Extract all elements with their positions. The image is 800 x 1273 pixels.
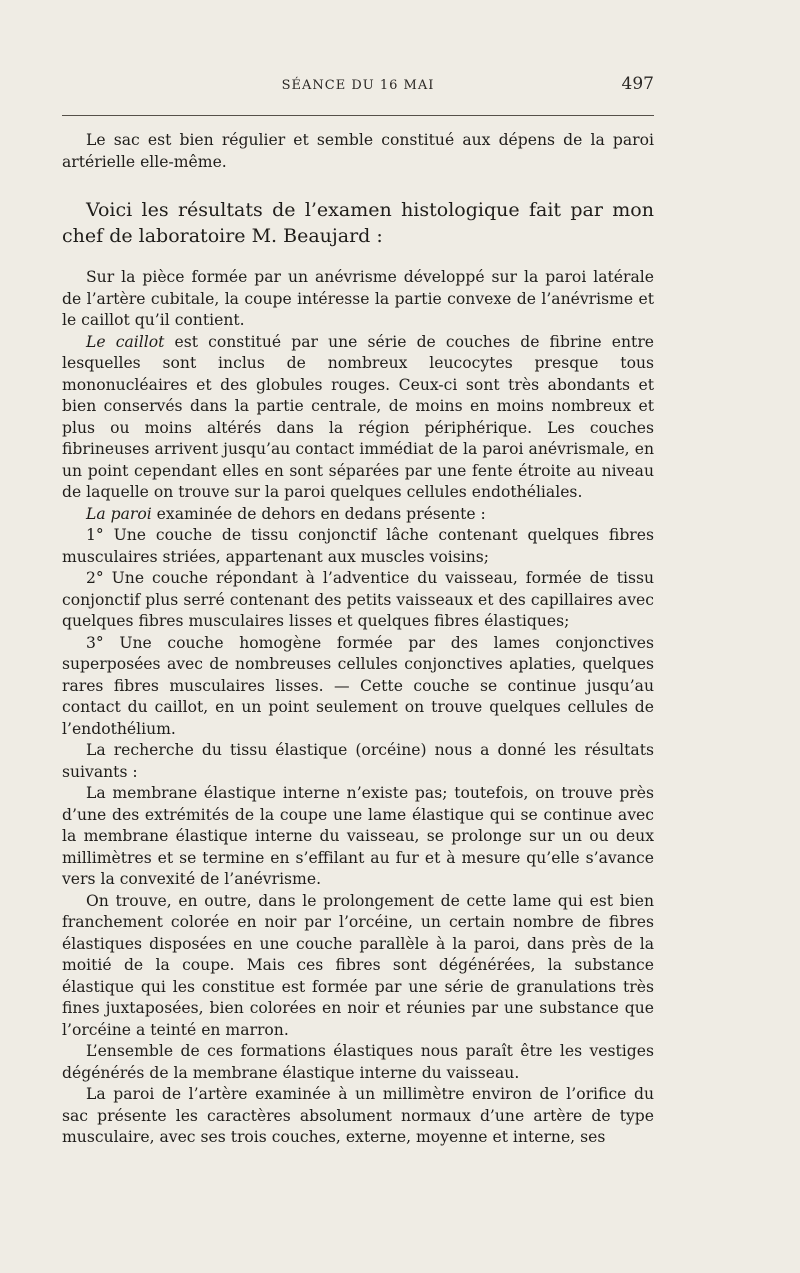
- list-item: 1° Une couche de tissu conjonctif lâche contenant quelques fibres musculaires striées, appartenant aux muscles voisins;: [62, 526, 654, 566]
- paragraph: On trouve, en outre, dans le prolongement de cette lame qui est bien franchement colorée en noir par l’orcéine, un certain nombre de fibres élastiques disposées en une couche parallèle à la paroi, dans près de la moitié de la coupe. Mais ces fibres sont dégénérées, la substance élastique qui les constitue est formée par une série de granulations très fines juxtaposées, bien colorées en noir et réunies par une substance que l’orcéine a teinté en marron.: [62, 891, 654, 1039]
- paragraph-text: est constitué par une série de couches de fibrine entre lesquelles sont inclus de nombreux leucocytes presque tous mononucléaires et des globules rouges. Ceux-ci sont très abondants et bien conservés dans la partie centrale, de moins en moins nombreux et plus ou moins altérés dans la région périphérique. Les couches fibrineuses arrivent jusqu’au contact immédiat de la paroi anévrismale, en un point cependant elles en sont séparées par une fente étroite au niveau de laquelle on trouve sur la paroi quelques cellules endothéliales.: [62, 332, 655, 501]
- paragraph: L’ensemble de ces formations élastiques nous paraît être les vestiges dégénérés de la membrane élastique interne du vaisseau.: [62, 1042, 654, 1082]
- paragraph: La recherche du tissu élastique (orcéine) nous a donné les résultats suivants :: [62, 741, 654, 781]
- body-text: [62, 130, 654, 1149]
- page-number: 497: [621, 74, 654, 94]
- header-rule: [62, 115, 654, 116]
- paragraph-intro: Voici les résultats de l’examen histologique fait par mon chef de laboratoire M. Beaujard :: [62, 199, 654, 247]
- paragraph: Le sac est bien régulier et semble constitué aux dépens de la paroi artérielle elle-même.: [62, 131, 654, 171]
- running-title: SÉANCE DU 16 MAI: [281, 78, 435, 93]
- paragraph: [62, 332, 654, 504]
- paragraph-text: examinée de dehors en dedans présente :: [151, 504, 486, 523]
- italic-lead: La paroi: [86, 504, 152, 523]
- page-header: [62, 74, 654, 102]
- list-item: 3° Une couche homogène formée par des lames conjonctives superposées avec de nombreuses cellules conjonctives aplaties, quelques rares fibres musculaires lisses. — Cette couche se continue jusqu’au contact du caillot, en un point seulement on trouve quelques cellules de l’endothélium.: [62, 633, 654, 738]
- italic-lead: Le caillot: [86, 332, 165, 351]
- paragraph: [62, 504, 654, 526]
- list-item: 2° Une couche répondant à l’adventice du vaisseau, formée de tissu conjonctif plus serré contenant des petits vaisseaux et des capillaires avec quelques fibres musculaires lisses et quelques fibres élastiques;: [62, 569, 654, 630]
- paragraph: La membrane élastique interne n’existe pas; toutefois, on trouve près d’une des extrémités de la coupe une lame élastique qui se continue avec la membrane élastique interne du vaisseau, se prolonge sur un ou deux millimètres et se termine en s’effilant au fur et à mesure qu’elle s’avance vers la convexité de l’anévrisme.: [62, 784, 654, 888]
- paragraph: Sur la pièce formée par un anévrisme développé sur la paroi latérale de l’artère cubitale, la coupe intéresse la partie convexe de l’anévrisme et le caillot qu’il contient.: [62, 268, 654, 329]
- paragraph: La paroi de l’artère examinée à un millimètre environ de l’orifice du sac présente les caractères absolument normaux d’une artère de type musculaire, avec ses trois couches, externe, moyenne et interne, ses: [62, 1085, 654, 1146]
